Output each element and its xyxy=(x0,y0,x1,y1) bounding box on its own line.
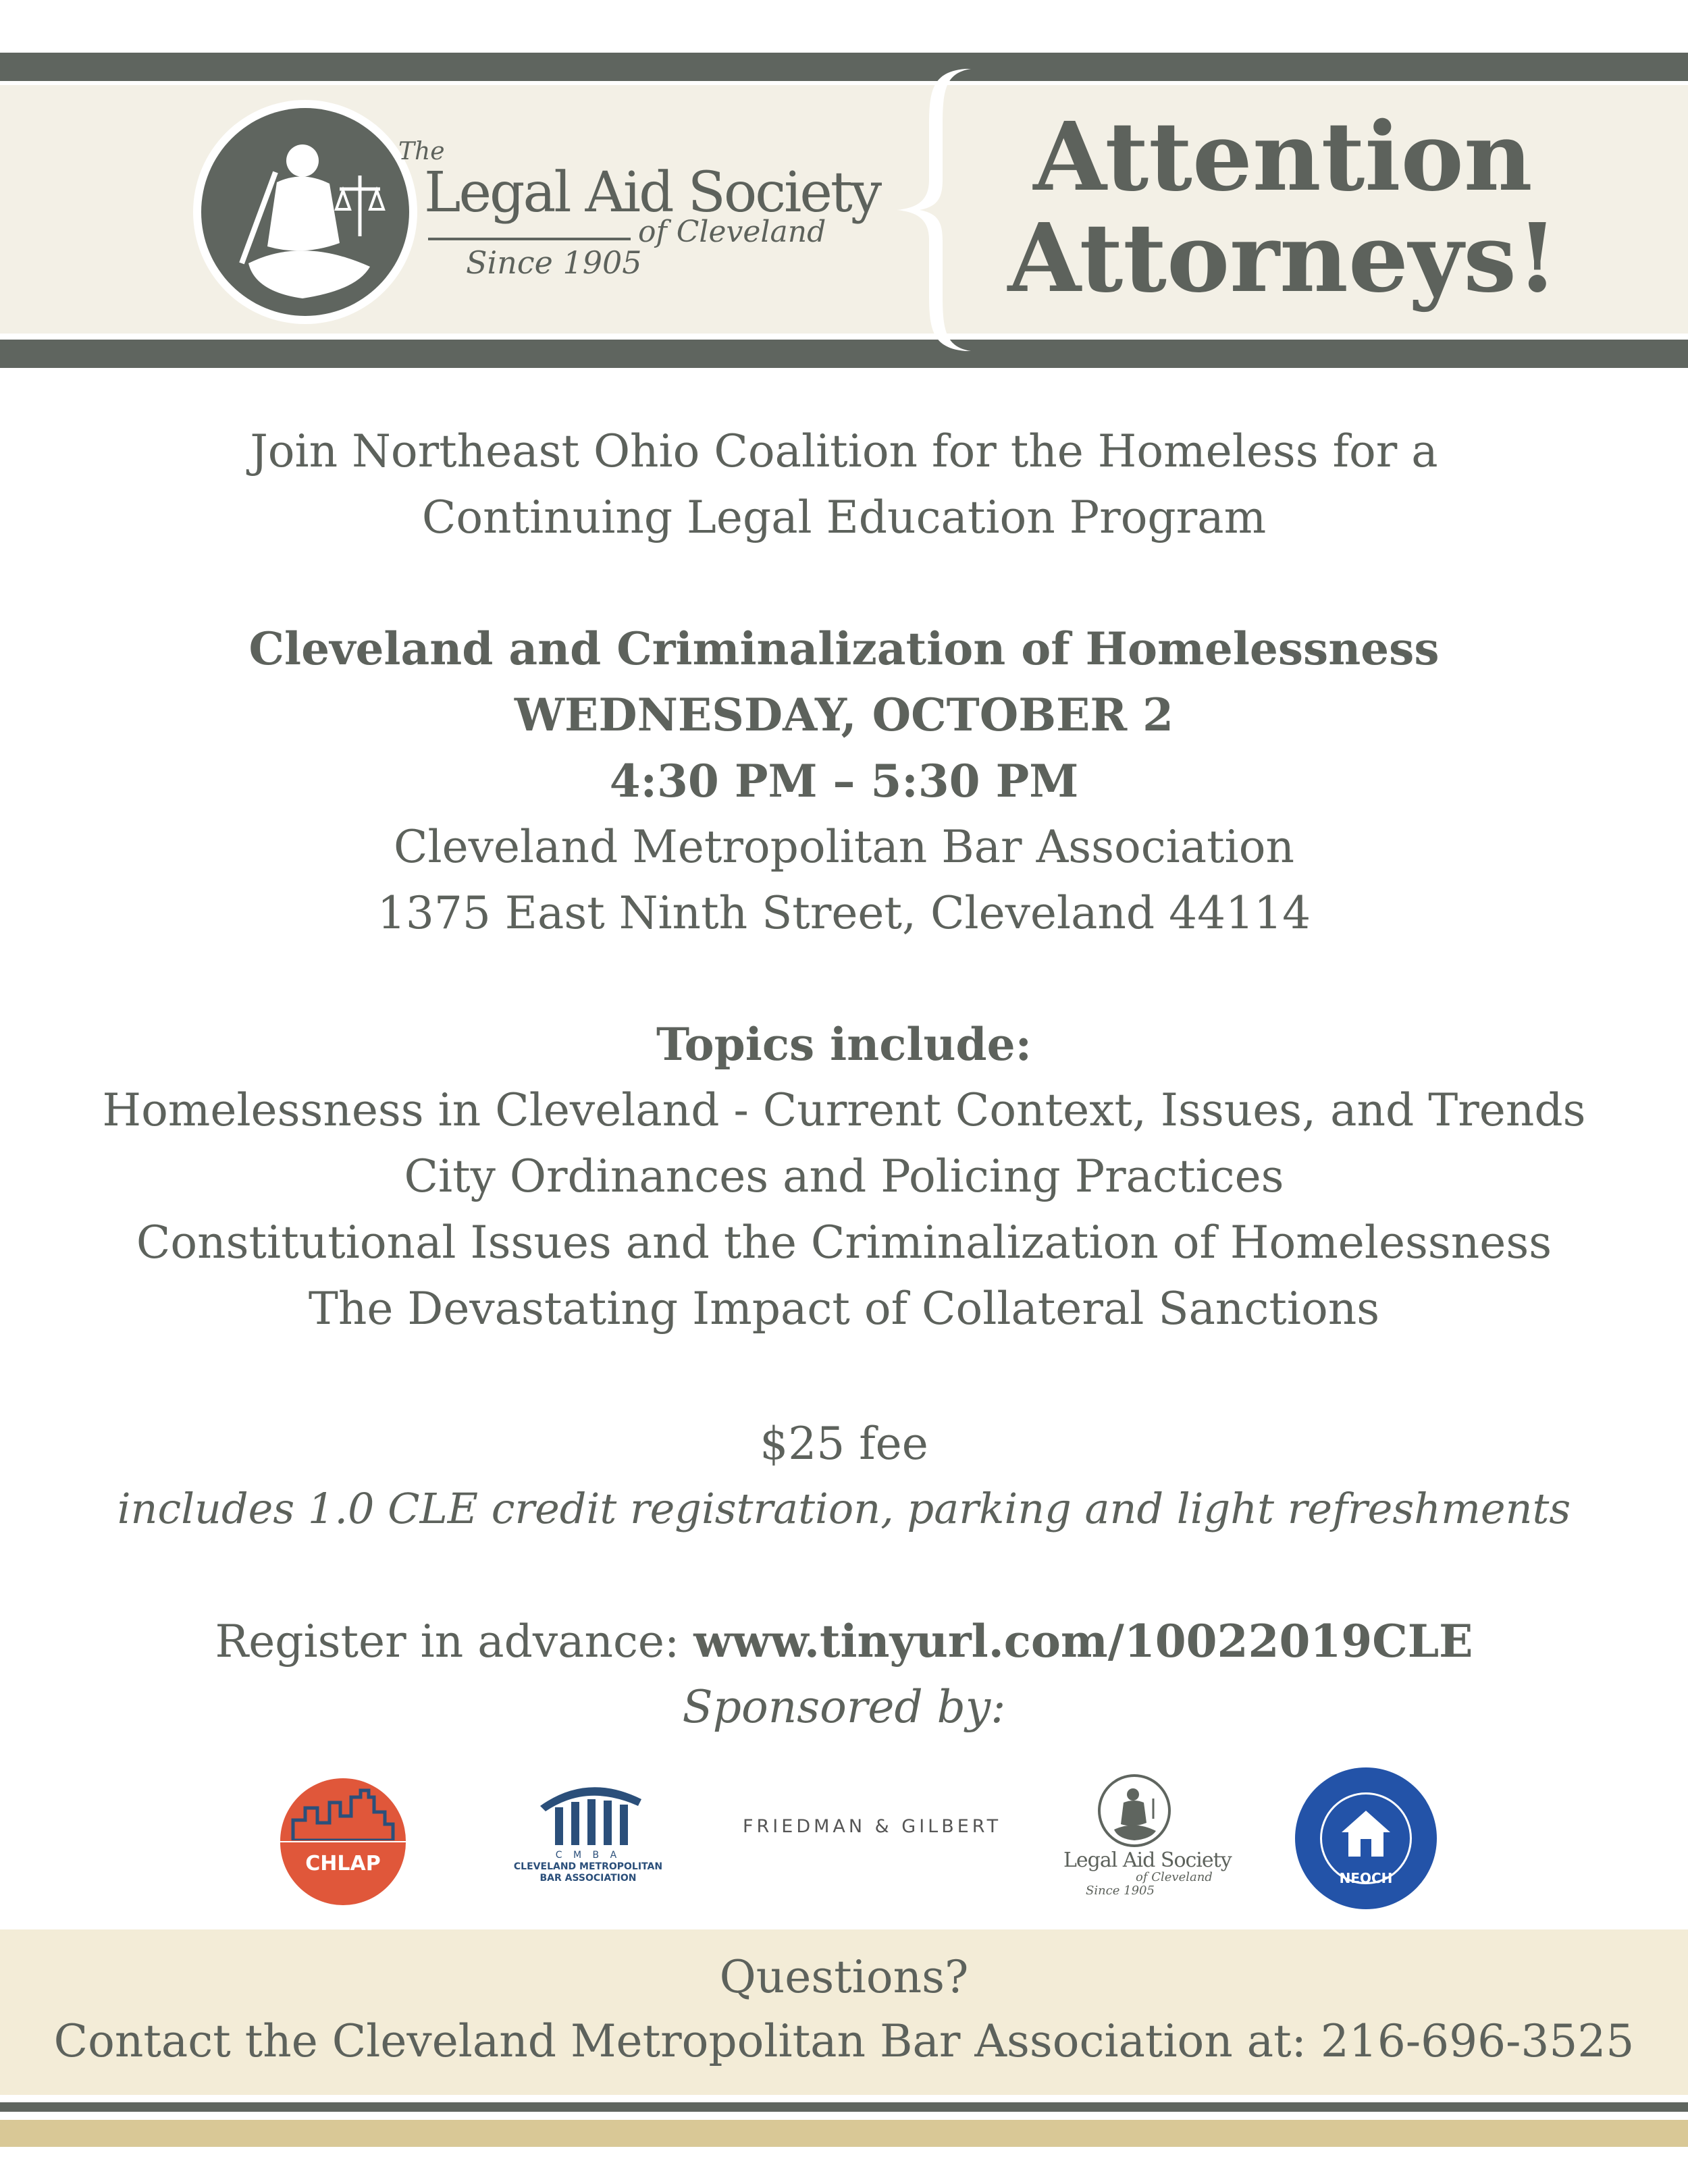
register-link[interactable]: www.tinyurl.com/10022019CLE xyxy=(693,1615,1473,1668)
legal-aid-small-name: Legal Aid Society xyxy=(1063,1848,1232,1872)
logo-rule xyxy=(428,238,631,240)
neoch-label: NEOCH xyxy=(1339,1870,1393,1886)
topic-item: City Ordinances and Policing Practices xyxy=(404,1150,1284,1202)
legal-aid-small-of: of Cleveland xyxy=(1136,1870,1213,1884)
cmba-line3: BAR ASSOCIATION xyxy=(539,1873,637,1884)
attention-line2: Attorneys! xyxy=(1007,203,1558,314)
attention-line1: Attention xyxy=(1033,102,1533,213)
logo-of: of Cleveland xyxy=(638,215,826,249)
register-line xyxy=(0,1615,1688,1668)
cmba-line2: CLEVELAND METROPOLITAN xyxy=(513,1861,663,1872)
fee-amount: $25 fee xyxy=(760,1418,928,1470)
footer-questions: Questions? xyxy=(719,1951,969,2003)
sponsored-by: Sponsored by: xyxy=(682,1681,1006,1733)
logo-the: The xyxy=(398,138,445,165)
event-date: WEDNESDAY, OCTOBER 2 xyxy=(514,689,1174,741)
attention-heading xyxy=(979,102,1587,314)
footer-dark-bar xyxy=(0,2102,1688,2112)
friedman-gilbert-logo: FRIEDMAN & GILBERT xyxy=(743,1816,1002,1837)
event-venue: Cleveland Metropolitan Bar Association xyxy=(393,821,1295,873)
lady-justice-icon xyxy=(201,108,409,316)
header-bottom-bar xyxy=(0,340,1688,368)
logo-name: Legal Aid Society xyxy=(424,161,880,225)
topic-item: Homelessness in Cleveland - Current Context, Issues, and Trends xyxy=(102,1084,1586,1136)
topic-item: Constitutional Issues and the Criminalization of Homelessness xyxy=(136,1217,1552,1269)
event-address: 1375 East Ninth Street, Cleveland 44114 xyxy=(377,887,1311,939)
header-top-bar xyxy=(0,53,1688,81)
chlap-label: CHLAP xyxy=(280,1842,406,1905)
footer-gold-bar xyxy=(0,2120,1688,2147)
cmba-line1: C M B A xyxy=(555,1850,621,1861)
fee-includes: includes 1.0 CLE credit registration, parking and light refreshments xyxy=(117,1484,1571,1533)
lady-justice-small-icon xyxy=(1098,1774,1171,1847)
register-label: Register in advance: xyxy=(215,1616,694,1668)
cmba-label xyxy=(500,1850,677,1884)
logo-since: Since 1905 xyxy=(466,244,642,281)
legal-aid-small-since: Since 1905 xyxy=(1086,1884,1155,1898)
intro-line2: Continuing Legal Education Program xyxy=(421,491,1267,543)
intro-line1: Join Northeast Ohio Coalition for the Homeless for a xyxy=(250,425,1438,477)
brace-divider xyxy=(885,65,979,355)
footer-contact: Contact the Cleveland Metropolitan Bar Association at: 216-696-3525 xyxy=(53,2015,1635,2067)
event-title: Cleveland and Criminalization of Homelessness xyxy=(248,622,1440,675)
house-icon xyxy=(1339,1808,1393,1859)
topic-item: The Devastating Impact of Collateral Sanctions xyxy=(308,1283,1380,1335)
event-time: 4:30 PM – 5:30 PM xyxy=(609,755,1079,807)
skyline-icon xyxy=(290,1788,396,1840)
topics-heading: Topics include: xyxy=(656,1018,1032,1071)
